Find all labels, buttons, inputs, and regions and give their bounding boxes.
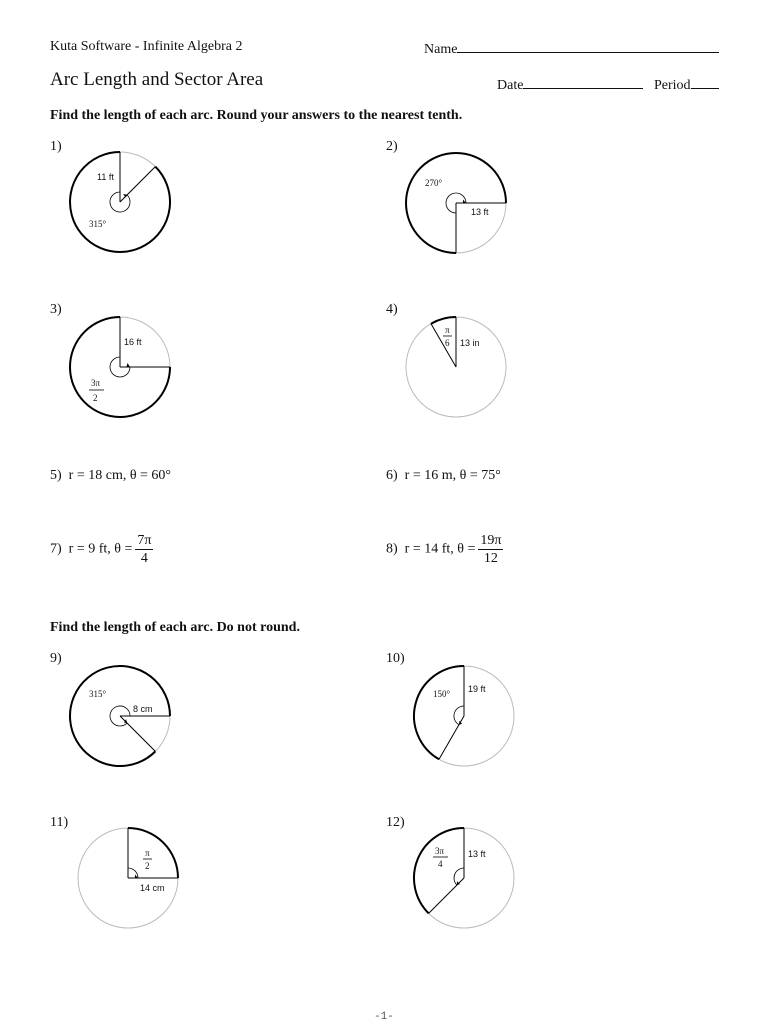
angle-label-10: 150° [433, 689, 451, 699]
angle-num-4: π [445, 325, 450, 335]
problem-number-1: 1) [50, 139, 62, 154]
problem-number-10: 10) [386, 651, 405, 666]
period-label: Period [654, 78, 691, 93]
radius-label-3: 16 ft [124, 337, 142, 347]
problem-number-8: 8) [386, 541, 398, 557]
radius-label-9: 8 cm [133, 704, 153, 714]
problem-number-3: 3) [50, 302, 62, 317]
radius-label-4: 13 in [460, 338, 480, 348]
angle-label-2: 270° [425, 178, 443, 188]
problem-number-12: 12) [386, 815, 405, 830]
page-number: -1- [374, 1011, 394, 1023]
angle-label-9: 315° [89, 689, 107, 699]
problem-7-text: r = 9 ft, θ = [68, 541, 133, 557]
problem-6-text: r = 16 m, θ = 75° [404, 468, 501, 483]
angle-num-11: π [145, 848, 150, 858]
angle-den-3: 2 [93, 393, 98, 403]
radius-label-2: 13 ft [471, 207, 489, 217]
angle-den-4: 6 [445, 338, 450, 348]
problem-number-11: 11) [50, 815, 69, 830]
problem-number-2: 2) [386, 139, 398, 154]
problem-number-4: 4) [386, 302, 398, 317]
angle-den-11: 2 [145, 861, 150, 871]
radius-label-1: 11 ft [97, 172, 114, 182]
problem-number-6: 6) [386, 468, 398, 483]
section-1-instruction: Find the length of each arc. Round your answers to the nearest tenth. [50, 108, 463, 123]
date-label: Date [497, 78, 524, 93]
publisher-text: Kuta Software - Infinite Algebra 2 [50, 39, 243, 54]
angle-num-3: 3π [91, 378, 101, 388]
angle-den-12: 4 [438, 859, 443, 869]
name-label: Name [424, 42, 458, 57]
radius-label-11: 14 cm [140, 883, 165, 893]
section-2-instruction: Find the length of each arc. Do not round. [50, 620, 300, 635]
problem-number-5: 5) [50, 468, 62, 483]
angle-label-1: 315° [89, 219, 107, 229]
problem-number-9: 9) [50, 651, 62, 666]
problem-8-den: 12 [483, 551, 498, 566]
radius-label-12: 13 ft [468, 849, 486, 859]
radius-label-10: 19 ft [468, 684, 486, 694]
angle-num-12: 3π [435, 846, 445, 856]
problem-5-text: r = 18 cm, θ = 60° [68, 468, 172, 483]
problem-8-num: 19π [480, 533, 502, 548]
worksheet-title: Arc Length and Sector Area [50, 69, 264, 90]
problem-7-num: 7π [137, 533, 152, 548]
problem-number-7: 7) [50, 541, 62, 557]
problem-7-den: 4 [140, 551, 148, 566]
problem-8-text: r = 14 ft, θ = [404, 541, 476, 557]
